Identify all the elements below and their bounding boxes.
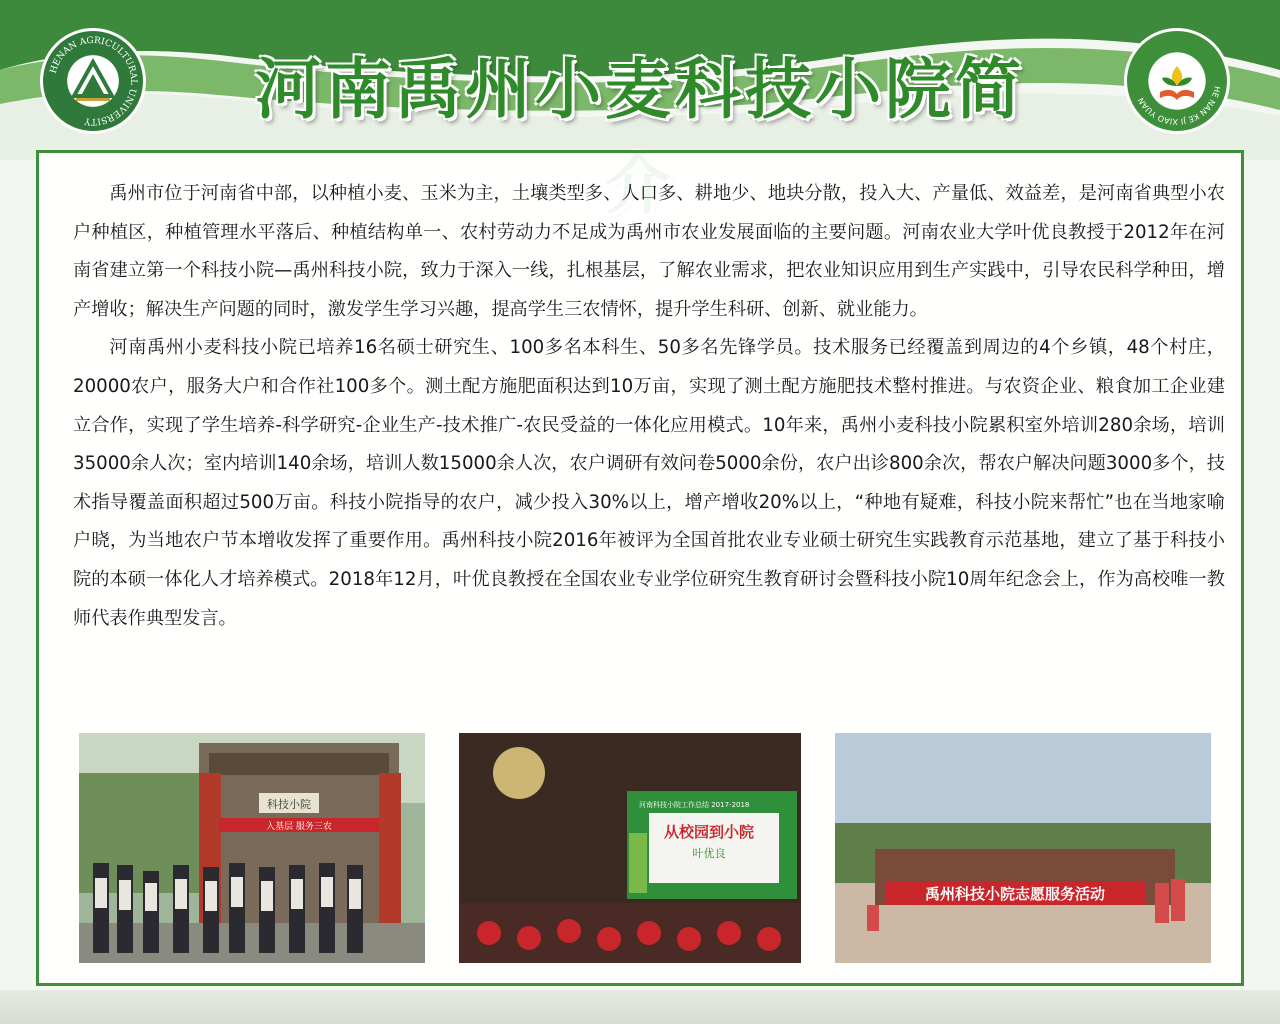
gate-banner-text: 入基层 服务三农 xyxy=(266,822,332,832)
university-logo xyxy=(40,28,146,134)
photo-volunteer-group xyxy=(835,733,1211,963)
keji-logo-text: HE NAN KE JI XIAO YUAN xyxy=(1136,85,1222,127)
page-title: 河南禹州小麦科技小院简 xyxy=(255,51,1025,128)
paragraph-1: 禹州市位于河南省中部，以种植小麦、玉米为主，土壤类型多、人口多、耕地少、地块分散，投入大、产量低、效益差，是河南省典型小农户种植区，种植管理水平落后、种植结构单一、农村劳动力不足成为禹州市农业发展面临的主要问题。河南农业大学叶优良教授于2012年在河南省建立第一个科技小院—禹州科技小院，致力于深入一线，扎根基层，了解农业需求，把农业知识应用到生产实践中，引导农民科学种田，增产增收；解决生产问题的同时，激发学生学习兴趣，提高学生三农情怀，提升学生科研、创新、就业能力。 xyxy=(73,183,1225,320)
screen-name-text: 叶优良 xyxy=(692,847,726,860)
content-panel xyxy=(36,150,1244,986)
keji-xiaoyuan-logo xyxy=(1124,28,1230,134)
screen-header-text: 河南科技小院工作总结 2017-2018 xyxy=(639,801,750,809)
photo-conference xyxy=(459,733,801,963)
volunteer-banner-text: 禹州科技小院志愿服务活动 xyxy=(924,885,1106,903)
paragraph-2: 河南禹州小麦科技小院已培养16名硕士研究生、100多名本科生、50多名先锋学员。技术服务已经覆盖到周边的4个乡镇，48个村庄，20000农户，服务大户和合作社100多个。测土配方施肥面积达到10万亩，实现了测土配方施肥技术整村推进。与农资企业、粮食加工企业建立合作，实现了学生培养-科学研究-企业生产-技术推广-农民受益的一体化应用模式。10年来，禹州小麦科技小院累积室外培训280余场，培训35000余人次；室内培训140余场，培训人数15000余人次，农户调研有效问卷5000余份，农户出诊800余次，帮农户解决问题3000多个，技术指导覆盖面积超过500万亩。科技小院指导的农户，减少投入30%以上，增产增收20%以上，“种地有疑难，科技小院来帮忙”也在当地家喻户晓，为当地农户节本增收发挥了重要作用。禹州科技小院2016年被评为全国首批农业专业硕士研究生实践教育示范基地，建立了基于科技小院的本硕一体化人才培养模式。2018年12月，叶优良教授在全国农业专业学位研究生教育研讨会暨科技小院10周年纪念会上，作为高校唯一教师代表作典型发言。 xyxy=(73,337,1225,629)
bottom-band xyxy=(0,990,1280,1024)
photo-gate-group xyxy=(79,733,425,963)
university-logo-text: HENAN AGRICULTURAL UNIVERSITY xyxy=(48,35,139,127)
screen-title-text: 从校园到小院 xyxy=(663,823,755,841)
gate-sign-text: 科技小院 xyxy=(267,798,311,811)
intro-text xyxy=(73,175,1225,638)
